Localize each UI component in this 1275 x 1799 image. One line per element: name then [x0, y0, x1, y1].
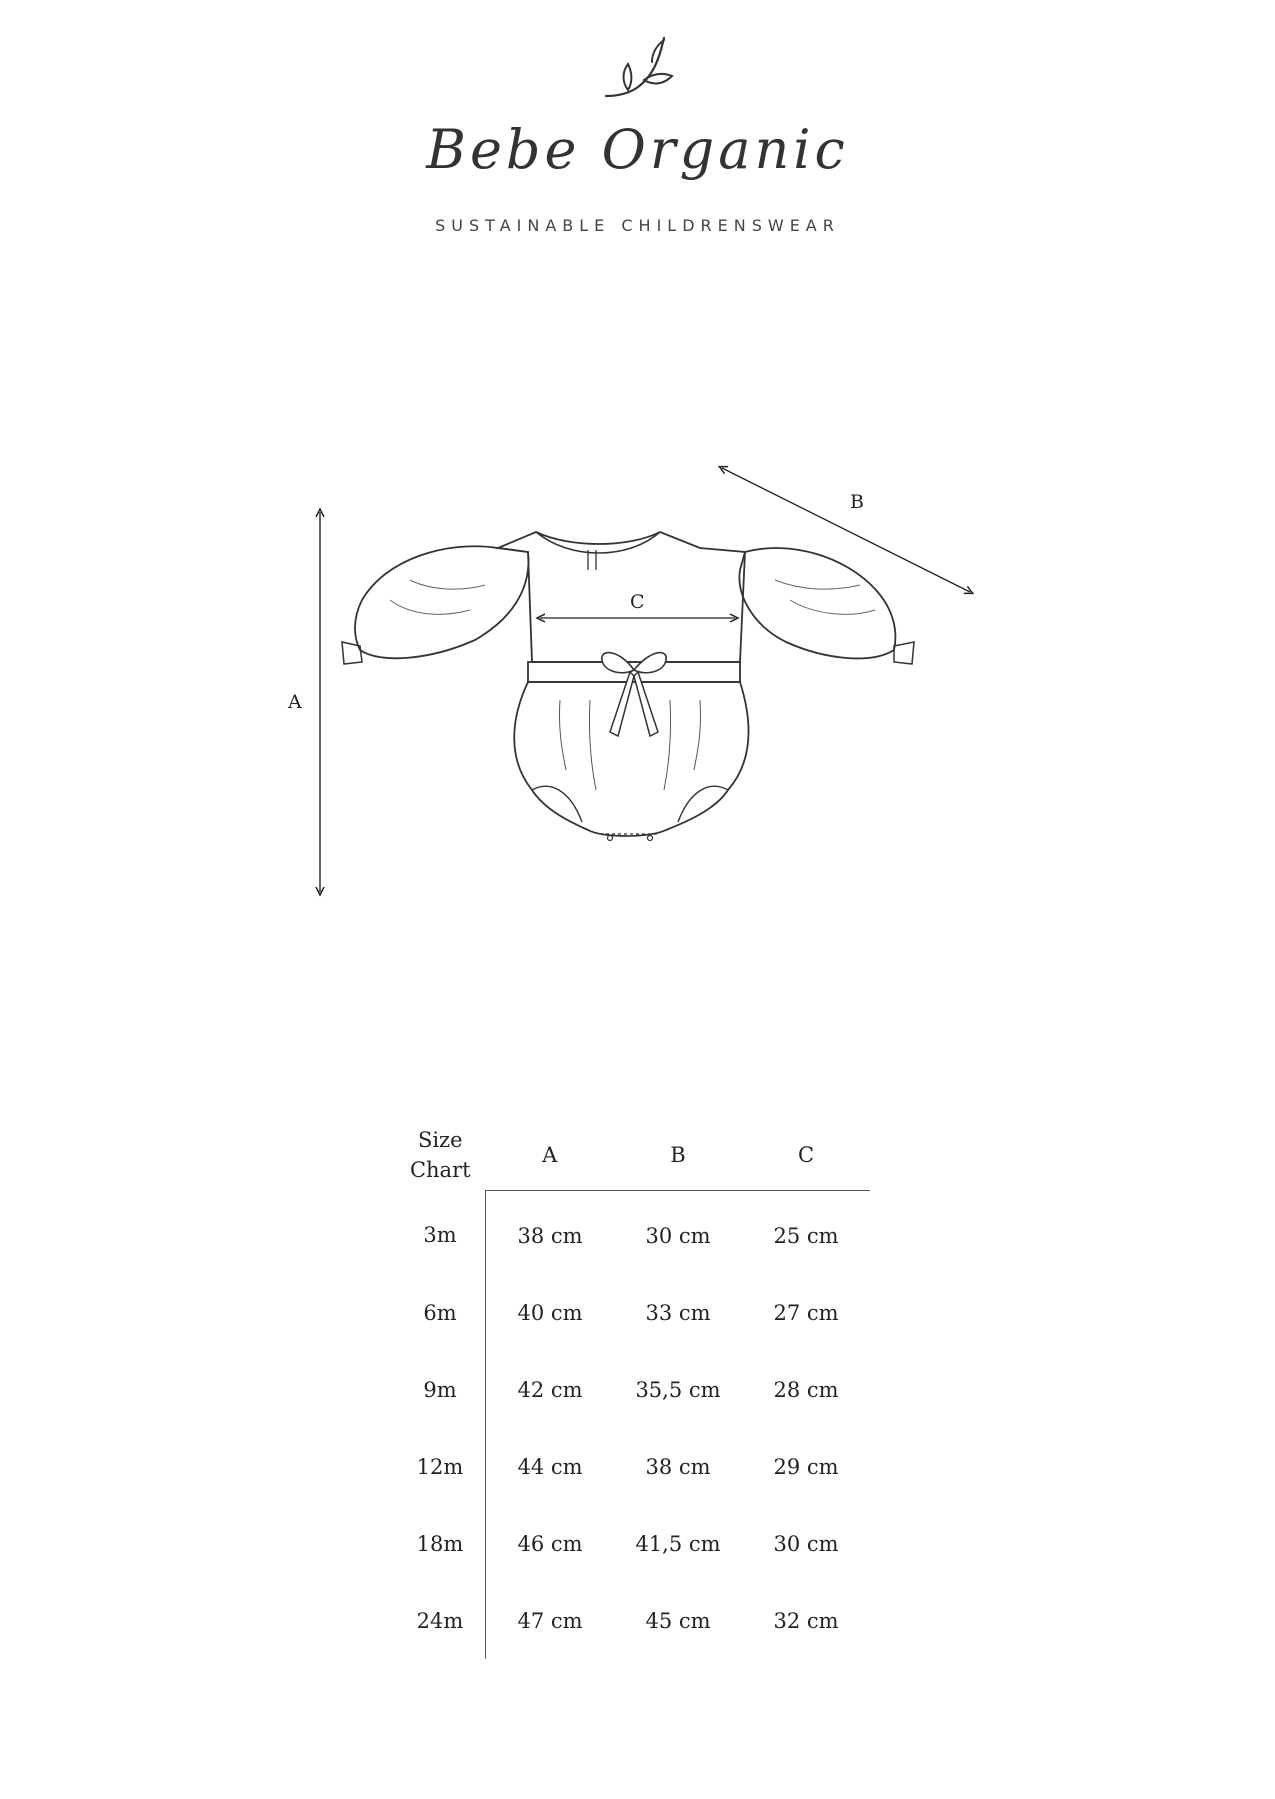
b-cell: 30 cm [645, 1223, 711, 1248]
garment-diagram [270, 450, 990, 910]
dimension-a-label: A [288, 691, 302, 713]
dimension-c-label: C [630, 591, 645, 613]
size-cell: 12m [395, 1428, 486, 1505]
brand-tagline: SUSTAINABLE CHILDRENSWEAR [435, 216, 840, 235]
size-cell: 18m [395, 1505, 486, 1582]
table-row [395, 1582, 870, 1659]
a-cell: 46 cm [517, 1531, 583, 1556]
table-row [395, 1351, 870, 1428]
c-cell: 29 cm [773, 1454, 839, 1479]
a-cell: 47 cm [517, 1608, 583, 1633]
waistband [528, 662, 740, 682]
b-cell: 33 cm [645, 1300, 711, 1325]
c-cell: 25 cm [773, 1223, 839, 1248]
header-c: C [742, 1120, 870, 1191]
brand-name: Bebe Organic [426, 118, 849, 181]
header-size: Size Chart [409, 1128, 471, 1183]
c-cell: 32 cm [773, 1608, 839, 1633]
header-a: A [486, 1120, 615, 1191]
table-row [395, 1505, 870, 1582]
a-cell: 44 cm [517, 1454, 583, 1479]
left-sleeve [355, 546, 528, 658]
size-cell: 9m [395, 1351, 486, 1428]
a-cell: 38 cm [517, 1223, 583, 1248]
b-cell: 41,5 cm [635, 1531, 721, 1556]
bodice-outline [498, 532, 745, 662]
size-cell: 3m [395, 1191, 486, 1275]
table-row [395, 1191, 870, 1275]
header-b: B [614, 1120, 742, 1191]
b-cell: 45 cm [645, 1608, 711, 1633]
logo-leaf-icon [600, 36, 680, 106]
c-cell: 28 cm [773, 1377, 839, 1402]
size-cell: 6m [395, 1274, 486, 1351]
table-row [395, 1428, 870, 1505]
b-cell: 38 cm [645, 1454, 711, 1479]
a-cell: 40 cm [517, 1300, 583, 1325]
size-chart-table [395, 1120, 870, 1659]
bloomer-outline [514, 682, 748, 836]
dimension-b-arrow [722, 468, 970, 592]
c-cell: 30 cm [773, 1531, 839, 1556]
size-chart-header [395, 1120, 870, 1191]
size-cell: 24m [395, 1582, 486, 1659]
right-sleeve [739, 548, 895, 658]
dimension-b-label: B [850, 491, 864, 513]
table-row [395, 1274, 870, 1351]
c-cell: 27 cm [773, 1300, 839, 1325]
b-cell: 35,5 cm [635, 1377, 721, 1402]
a-cell: 42 cm [517, 1377, 583, 1402]
